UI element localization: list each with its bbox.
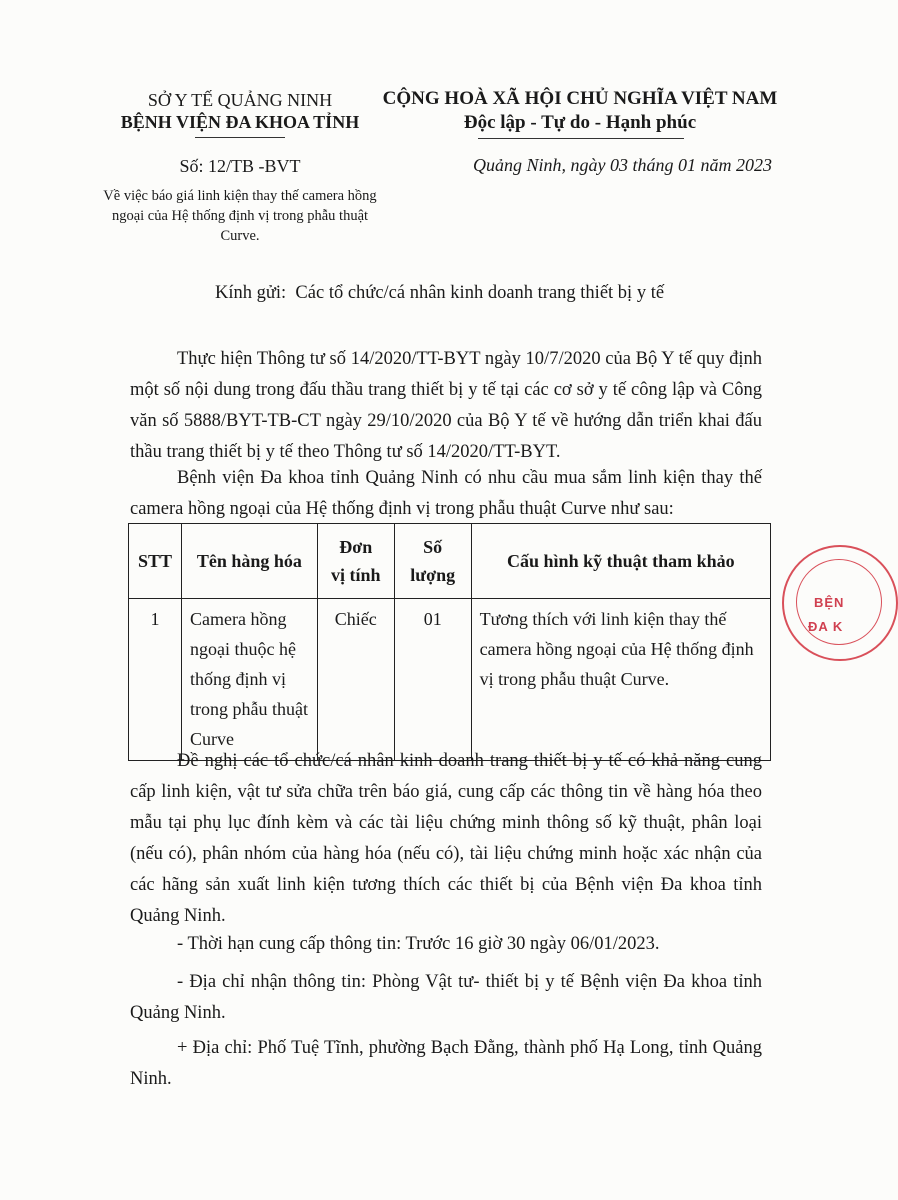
header-quantity [394, 524, 471, 599]
country-name: CỘNG HOÀ XÃ HỘI CHỦ NGHĨA VIỆT NAM [382, 88, 778, 109]
document-subject [70, 186, 410, 246]
subject-line-3: Curve. [220, 228, 260, 244]
header-right-underline [478, 138, 684, 139]
recipient-line: Kính gửi: Các tổ chức/cá nhân kinh doanh trang thiết bị y tế [215, 283, 665, 303]
header-unit-line-1: Đơn [339, 537, 373, 557]
seal-text-2: ĐA K [808, 619, 844, 634]
header-quantity-line-2: lượng [410, 565, 456, 585]
subject-line-2: ngoại của Hệ thống định vị trong phẫu thuật [111, 208, 369, 224]
document-date: Quảng Ninh, ngày 03 tháng 01 năm 2023 [473, 155, 772, 175]
cell-item-name: Camera hồng ngoại thuộc hệ thống định vị trong phẫu thuật Curve [181, 599, 317, 761]
header-unit [317, 524, 394, 599]
paragraph-purchase-need: Bệnh viện Đa khoa tỉnh Quảng Ninh có nhu cầu mua sắm linh kiện thay thế camera hồng ngoại của Hệ thống định vị trong phẫu thuật Curve như sau: [130, 468, 762, 519]
paragraph-receiving-office: - Địa chỉ nhận thông tin: Phòng Vật tư- thiết bị y tế Bệnh viện Đa khoa tỉnh Quảng Ninh. [130, 972, 762, 1023]
document-number: Số: 12/TB -BVT [179, 156, 301, 176]
paragraph-address: + Địa chỉ: Phố Tuệ Tĩnh, phường Bạch Đằng, thành phố Hạ Long, tỉnh Quảng Ninh. [130, 1038, 762, 1089]
cell-unit: Chiếc [317, 599, 394, 761]
header-unit-line-2: vị tính [330, 565, 381, 585]
paragraph-deadline: - Thời hạn cung cấp thông tin: Trước 16 giờ 30 ngày 06/01/2023. [177, 934, 660, 954]
header-quantity-line-1: Số [423, 537, 443, 557]
department-name: SỞ Y TẾ QUẢNG NINH [147, 90, 333, 110]
header-stt: STT [129, 524, 182, 599]
header-item-name: Tên hàng hóa [181, 524, 317, 599]
national-motto: Độc lập - Tự do - Hạnh phúc [463, 112, 697, 133]
table-header-row [129, 524, 771, 599]
subject-line-1: Về việc báo giá linh kiện thay thế camera hồng [103, 188, 377, 204]
cell-quantity: 01 [394, 599, 471, 761]
header-spec: Cấu hình kỹ thuật tham khảo [471, 524, 770, 599]
official-seal [782, 545, 898, 661]
paragraph-legal-basis: Thực hiện Thông tư số 14/2020/TT-BYT ngày 10/7/2020 của Bộ Y tế quy định một số nội dung trong đấu thầu trang thiết bị y tế tại các cơ sở y tế công lập và Công văn số 5888/BYT-TB-CT ngày 29/10/2020 của Bộ Y tế về hướng dẫn triển khai đấu thầu trang thiết bị y tế theo Thông tư số 14/2020/TT-BYT. [130, 349, 762, 462]
cell-stt: 1 [129, 599, 182, 761]
paragraph-request: Đề nghị các tổ chức/cá nhân kinh doanh trang thiết bị y tế có khả năng cung cấp linh kiện, vật tư sửa chữa trên báo giá, cung cấp các thông tin về hàng hóa theo mẫu tại phụ lục đính kèm và các tài liệu chứng minh thông số kỹ thuật, phân loại (nếu có), phân nhóm của hàng hóa (nếu có), tài liệu chứng minh hoặc xác nhận của các hãng sản xuất linh kiện tương thích các thiết bị của Bệnh viện Đa khoa tỉnh Quảng Ninh. [130, 751, 762, 926]
hospital-name: BỆNH VIỆN ĐA KHOA TỈNH [120, 112, 360, 132]
goods-table [128, 523, 771, 761]
seal-text-1: BỆN [814, 595, 845, 610]
header-left-underline [195, 137, 285, 138]
table-row [129, 599, 771, 761]
cell-spec: Tương thích với linh kiện thay thế camera hồng ngoại của Hệ thống định vị trong phẫu thuật Curve. [471, 599, 770, 761]
